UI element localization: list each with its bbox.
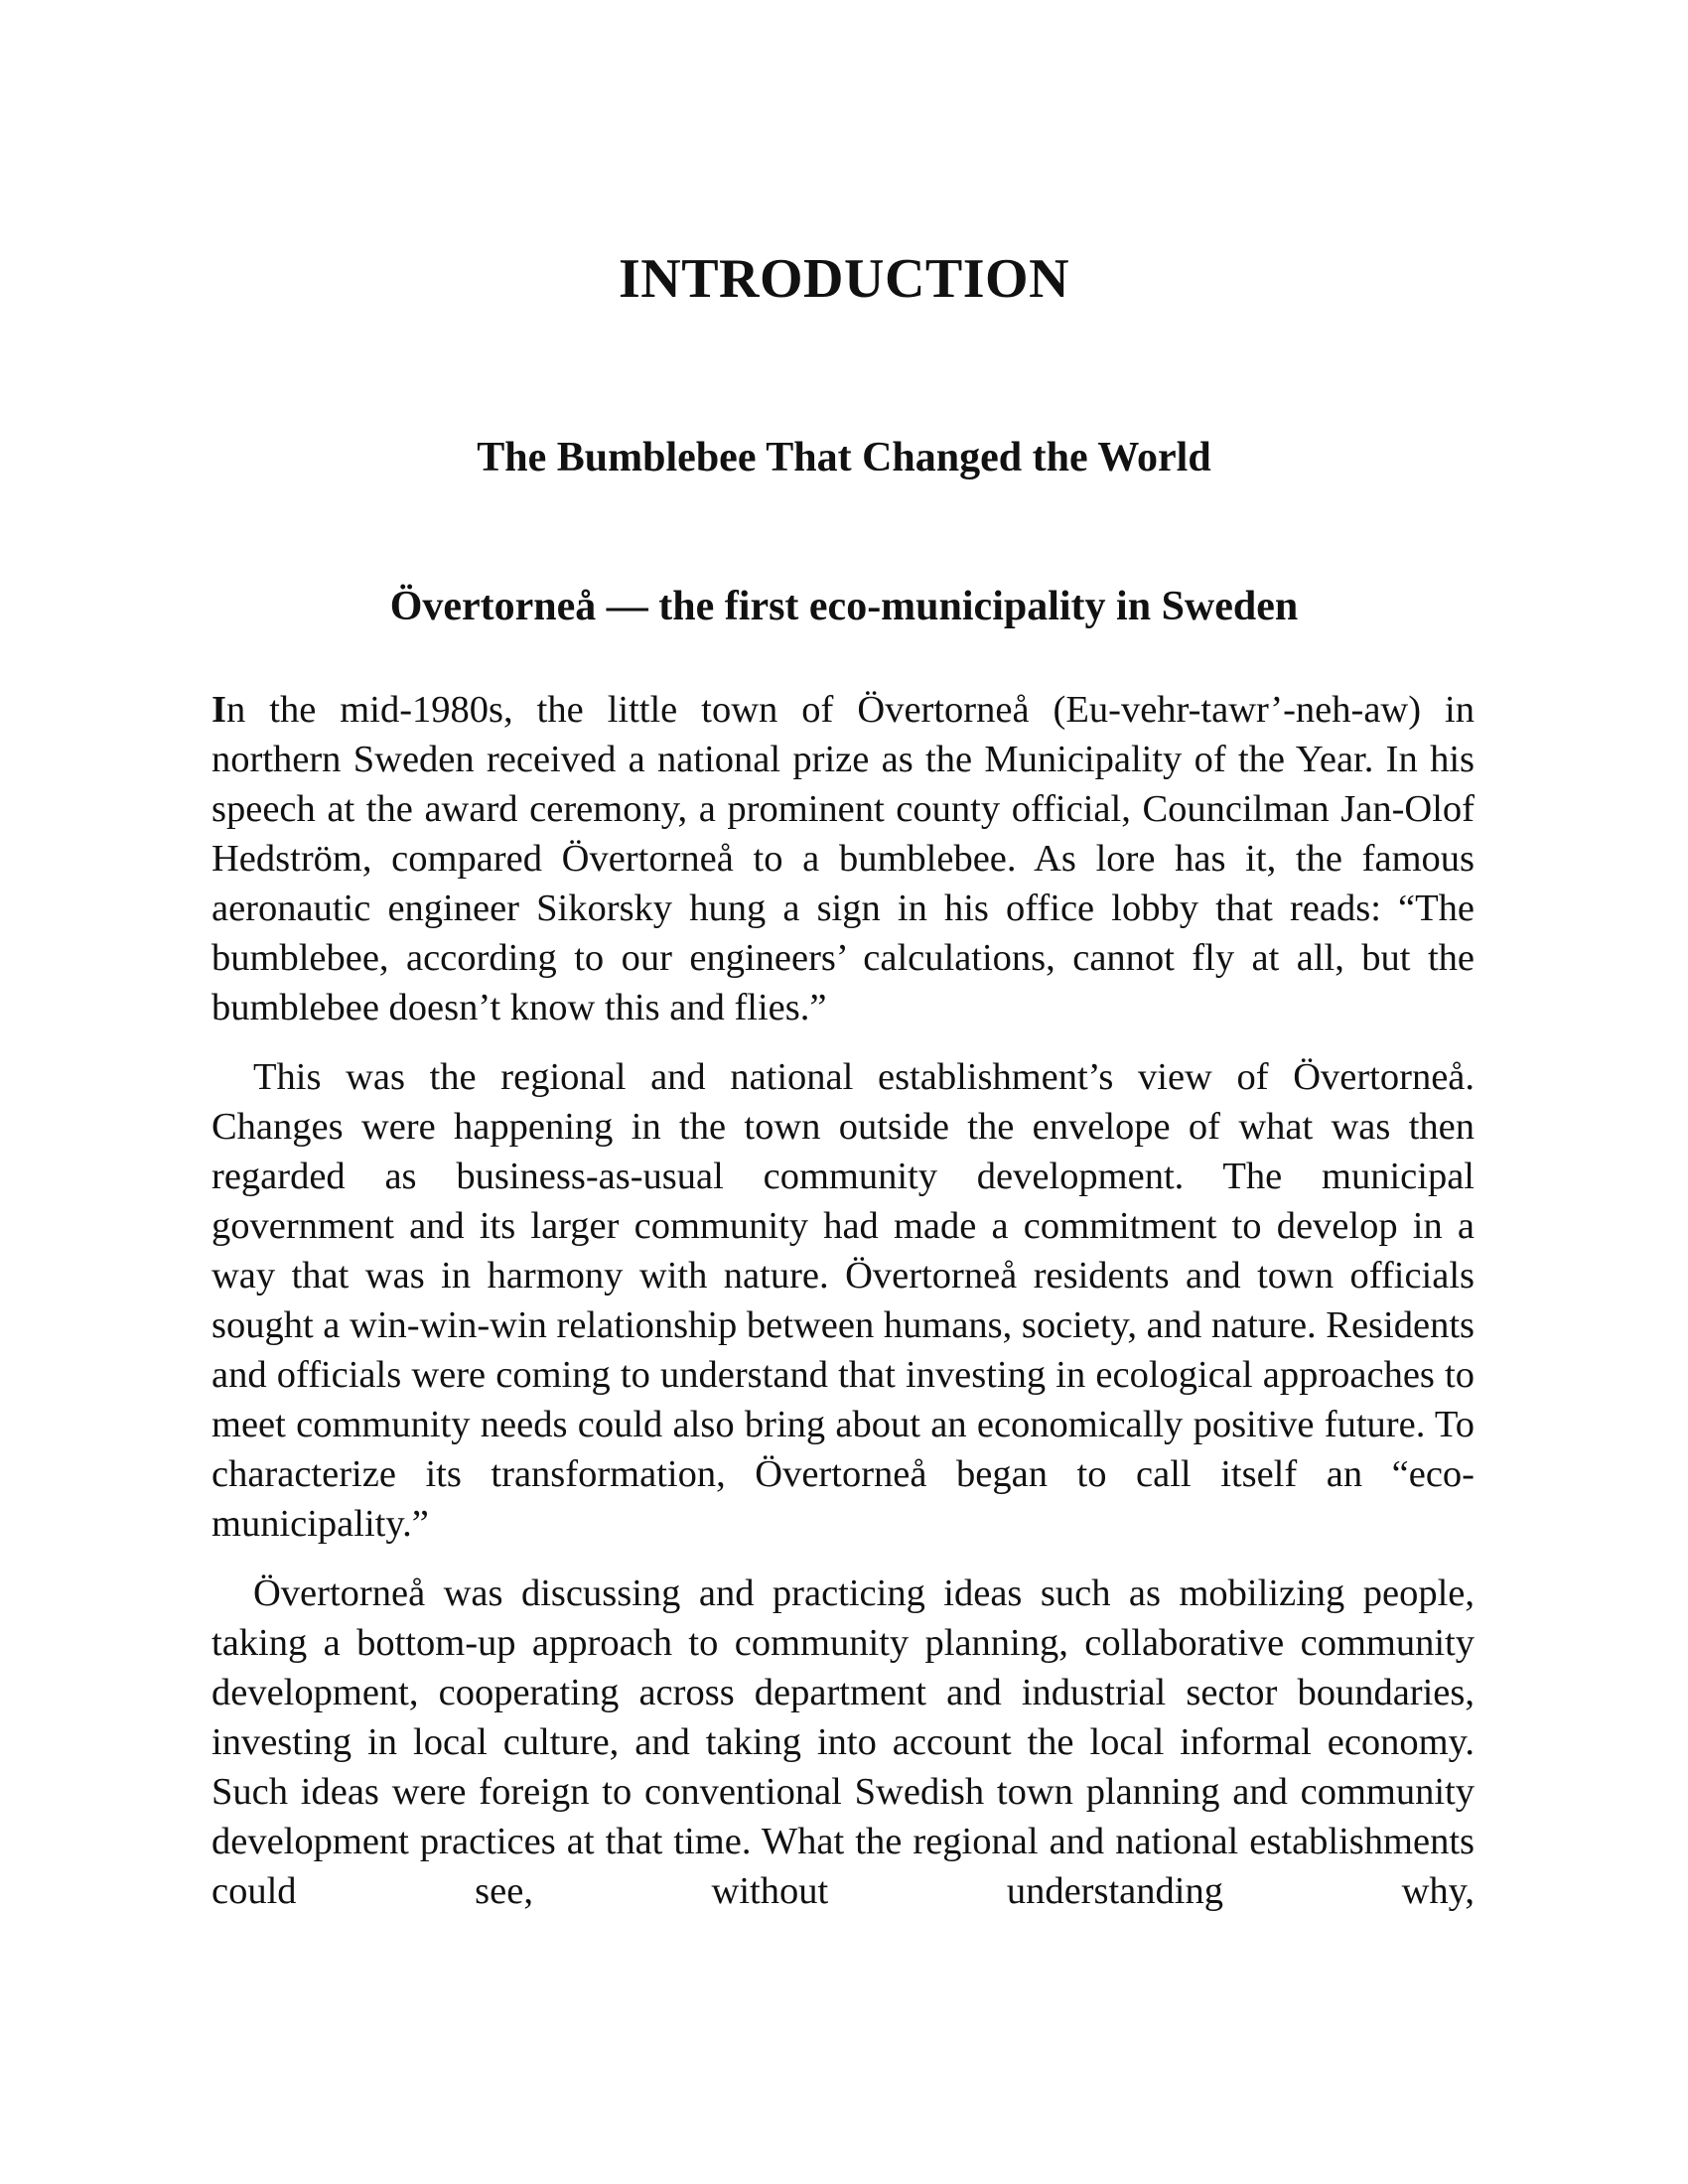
section-title: The Bumblebee That Changed the World <box>477 435 1211 480</box>
paragraph-lead-letter: I <box>211 689 226 731</box>
paragraph-3: Övertorneå was discussing and practicing ideas such as mobilizing people, taking a bottom-up approach to community planning, collaborative community development, cooperating across department and industrial sector boundaries, investing in local culture, and taking into account the local informal economy. Such ideas were foreign to conventional Swedish town planning and community development practices at that time. What the regional and national establishments could see, without understanding why, <box>211 1572 1475 1912</box>
paragraph-2: This was the regional and national establishment’s view of Övertorneå. Changes were happening in the town outside the envelope of what was then regarded as business-as-usual community development. The municipal government and its larger community had made a commitment to develop in a way that was in harmony with nature. Övertorneå residents and town officials sought a win-win-win relationship between humans, society, and nature. Residents and officials were coming to understand that investing in ecological approaches to meet community needs could also bring about an economically positive future. To characterize its transformation, Övertorneå began to call itself an “eco-municipality.” <box>211 1056 1476 1545</box>
subsection-title: Övertorneå — the first eco-municipality in Sweden <box>389 584 1299 629</box>
body-text <box>211 685 1475 1936</box>
paragraph-1-text: n the mid-1980s, the little town of Övertorneå (Eu-vehr-tawr’-neh-aw) in northern Sweden received a national prize as the Municipality of the Year. In his speech at the award ceremony, a prominent county official, Councilman Jan-Olof Hedström, compared Övertorneå to a bumblebee. As lore has it, the famous aeronautic engineer Sikorsky hung a sign in his office lobby that reads: “The bumblebee, according to our engineers’ calculations, cannot fly at all, but the bumblebee doesn’t know this and flies.” <box>211 689 1475 1028</box>
chapter-title: INTRODUCTION <box>618 248 1070 310</box>
paragraph-1 <box>211 685 1475 1032</box>
